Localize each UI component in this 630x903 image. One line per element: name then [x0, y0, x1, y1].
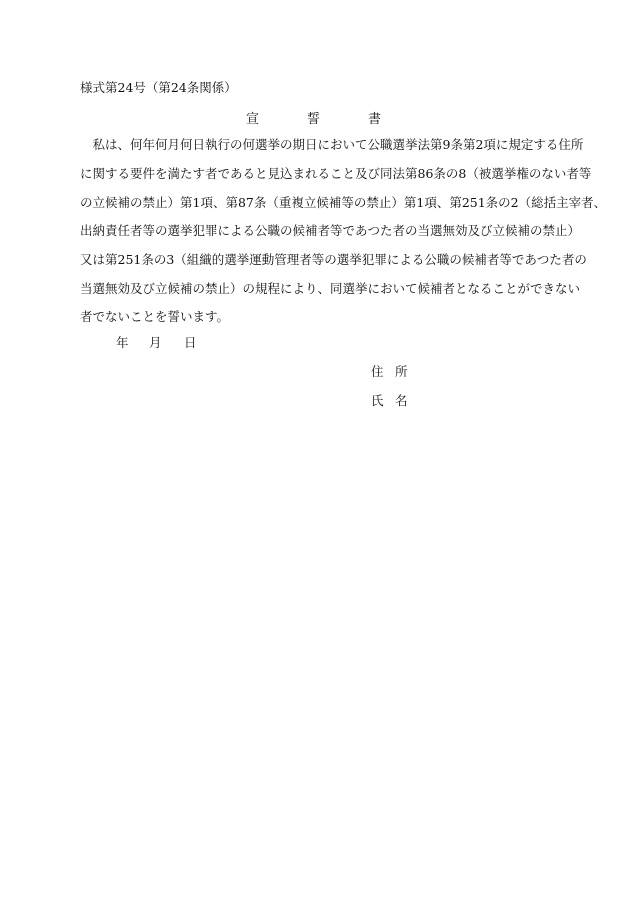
date-year: 年	[116, 335, 129, 350]
body-line-5: 又は第251条の3（組織的選挙運動管理者等の選挙犯罪による公職の候補者等であつた者の	[80, 252, 587, 267]
body-line-3: の立候補の禁止）第1項、第87条（重複立候補等の禁止）第1項、第251条の2（総括主宰者、	[80, 195, 607, 210]
name-label-char-2: 名	[395, 393, 408, 408]
body-line-2: に関する要件を満たす者であると見込まれること及び同法第86条の8（被選挙権のない者等	[80, 166, 592, 181]
title-char-1: 宣	[246, 112, 260, 127]
body-line-1: 私は、何年何月何日執行の何選挙の期日において公職選挙法第9条第2項に規定する住所	[80, 137, 584, 152]
body-line-6: 当選無効及び立候補の禁止）の規程により、同選挙において候補者となることができない	[80, 281, 581, 296]
body-line-7: 者でないことを誓います。	[80, 309, 230, 324]
address-label-char-1: 住	[371, 364, 384, 379]
address-label-char-2: 所	[395, 364, 408, 379]
title-char-3: 書	[368, 112, 382, 127]
title-char-2: 誓	[307, 112, 321, 127]
date-month: 月	[149, 335, 162, 350]
name-label-char-1: 氏	[371, 393, 384, 408]
form-number: 様式第24号（第24条関係）	[80, 80, 237, 95]
date-day: 日	[184, 335, 197, 350]
body-line-4: 出納責任者等の選挙犯罪による公職の候補者等であつた者の当選無効及び立候補の禁止）	[80, 223, 581, 238]
